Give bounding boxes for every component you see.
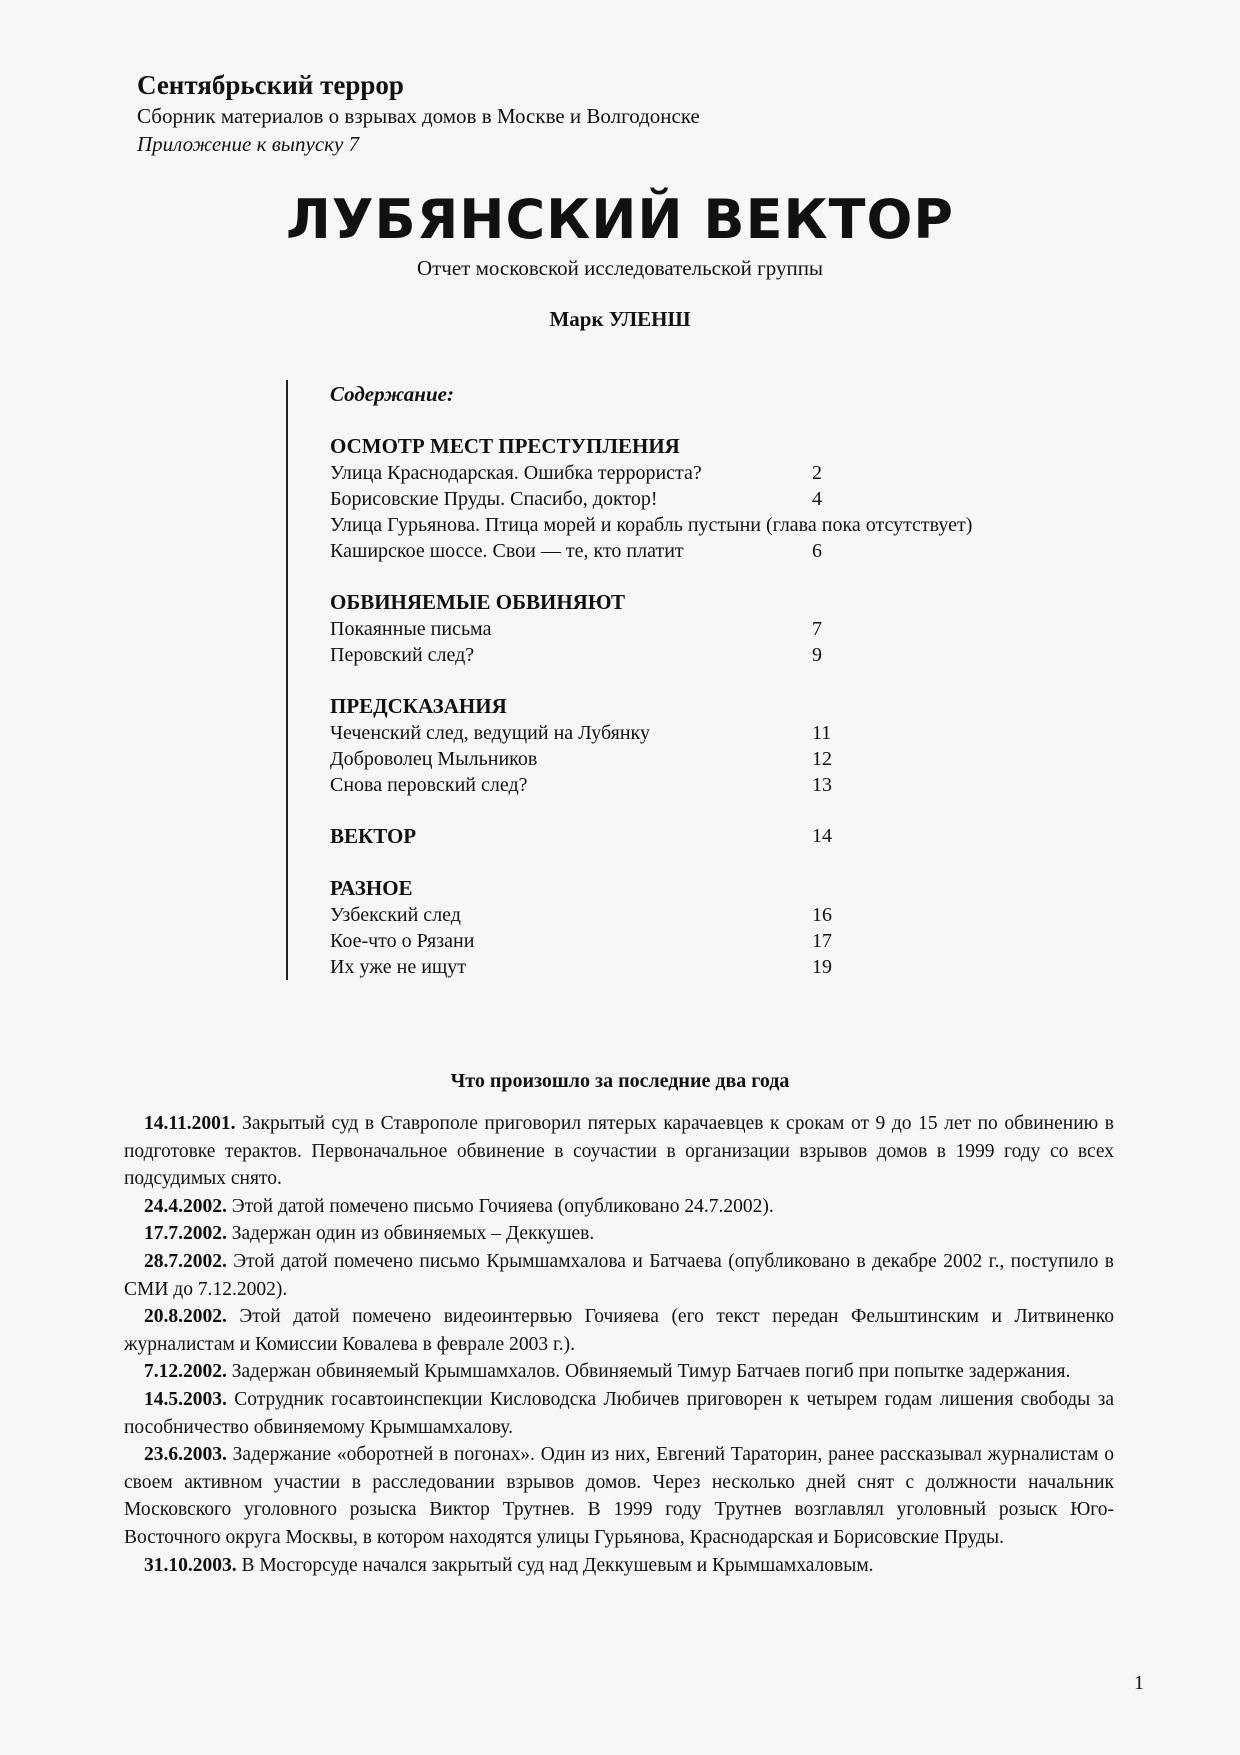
toc-section-title-text: ПРЕДСКАЗАНИЯ xyxy=(330,694,507,718)
toc-page-number: 9 xyxy=(812,644,822,666)
toc-page-number: 14 xyxy=(812,825,832,847)
event-paragraph xyxy=(124,1193,1114,1221)
toc-entry-title: Доброволец Мыльников xyxy=(330,748,538,770)
toc-page-number: 4 xyxy=(812,488,822,510)
report-subtitle: Отчет московской исследовательской группы xyxy=(416,256,824,280)
toc-section-title xyxy=(330,874,1088,902)
toc-section xyxy=(330,588,1088,668)
page-number: 1 xyxy=(1134,1672,1144,1694)
event-text: В Мосгорсуде начался закрытый суд над Деккушевым и Крымшамхаловым. xyxy=(236,1554,874,1576)
toc-entry xyxy=(330,746,1088,772)
toc-section xyxy=(330,432,1088,564)
event-text: Этой датой помечено письмо Крымшамхалова и Батчаева (опубликовано в декабре 2002 г., поступило в СМИ до 7.12.2002). xyxy=(124,1250,1114,1300)
toc-entry xyxy=(330,902,1088,928)
toc-section-title-text: ОСМОТР МЕСТ ПРЕСТУПЛЕНИЯ xyxy=(330,434,680,458)
toc-entry-title: Чеченский след, ведущий на Лубянку xyxy=(330,722,650,744)
toc-entry xyxy=(330,928,1088,954)
event-date: 31.10.2003. xyxy=(144,1554,237,1576)
event-date: 17.7.2002. xyxy=(144,1223,227,1245)
event-paragraph xyxy=(124,1358,1114,1386)
toc-page-number: 6 xyxy=(812,540,822,562)
toc-section xyxy=(330,692,1088,798)
event-text: Задержан обвиняемый Крымшамхалов. Обвиняемый Тимур Батчаев погиб при попытке задержания. xyxy=(226,1361,1071,1383)
toc-section-title-text: ВЕКТОР xyxy=(330,824,417,848)
toc-section-title xyxy=(330,432,1088,460)
toc-entry-title: Снова перовский след? xyxy=(330,774,528,796)
series-subtitle: Сборник материалов о взрывах домов в Москве и Волгодонске xyxy=(137,104,700,128)
toc-entry-title: Кое-что о Рязани xyxy=(330,930,475,952)
toc-entry xyxy=(330,720,1088,746)
toc-entry-title: Узбекский след xyxy=(330,904,461,926)
event-paragraph xyxy=(124,1552,1114,1580)
event-date: 28.7.2002. xyxy=(144,1250,227,1272)
toc-page-number: 16 xyxy=(812,904,832,926)
series-appendix: Приложение к выпуску 7 xyxy=(137,132,360,156)
events-heading: Что произошло за последние два года xyxy=(450,1070,790,1092)
toc-page-number: 17 xyxy=(812,930,832,952)
toc-entry xyxy=(330,616,1088,642)
main-title: ЛУБЯНСКИЙ ВЕКТОР xyxy=(286,188,954,251)
event-date: 14.11.2001. xyxy=(144,1113,236,1134)
toc-section-title xyxy=(330,822,1088,850)
event-paragraph xyxy=(124,1441,1114,1551)
toc-entry xyxy=(330,642,1088,668)
event-date: 14.5.2003. xyxy=(144,1388,227,1410)
events-list xyxy=(124,1110,1114,1579)
toc-entry-title: Улица Гурьянова. Птица морей и корабль пустыни (глава пока отсутствует) xyxy=(330,514,973,536)
toc-entry xyxy=(330,460,1088,486)
event-text: Задержан один из обвиняемых – Деккушев. xyxy=(226,1223,595,1245)
event-paragraph xyxy=(124,1220,1114,1248)
toc-section-title xyxy=(330,692,1088,720)
toc-entry-title: Борисовские Пруды. Спасибо, доктор! xyxy=(330,488,658,510)
toc-page-number: 19 xyxy=(812,956,832,978)
toc-page-number: 7 xyxy=(812,618,822,640)
toc-entry xyxy=(330,538,1088,564)
toc-entry xyxy=(330,772,1088,798)
event-text: Закрытый суд в Ставрополе приговорил пятерых карачаевцев к срокам от 9 до 15 лет по обвинению в подготовке терактов. Первоначальное обвинение в соучастии в организации взрывов домов в 1999 году со всех подсудимых снято. xyxy=(124,1113,1114,1190)
toc-entry xyxy=(330,486,1088,512)
event-text: Задержание «оборотней в погонах». Один из них, Евгений Тараторин, ранее рассказывал журналистам о своем активном участии в расследовании взрывов домов. Через несколько дней снят с должности начальник Московского уголовного розыска Виктор Трутнев. В 1999 году Трутнев возглавлял уголовный розыск Юго-Восточного округа Москвы, в котором находятся улицы Гурьянова, Краснодарская и Борисовские Пруды. xyxy=(124,1444,1114,1548)
event-text: Этой датой помечено видеоинтервью Гочияева (его текст передан Фельштинским и Литвиненко журналистам и Комиссии Ковалева в феврале 2003 г.). xyxy=(124,1306,1114,1355)
series-header xyxy=(137,68,700,158)
toc-heading: Содержание: xyxy=(330,382,454,406)
table-of-contents xyxy=(286,380,1088,980)
event-text: Этой датой помечено письмо Гочияева (опубликовано 24.7.2002). xyxy=(226,1195,774,1217)
toc-page-number: 2 xyxy=(812,462,822,484)
toc-entry-title: Перовский след? xyxy=(330,644,475,666)
toc-entry-title: Их уже не ищут xyxy=(330,956,467,978)
author: Марк УЛЕНШ xyxy=(549,307,691,331)
toc-entry-title: Улица Краснодарская. Ошибка террориста? xyxy=(330,462,702,484)
toc-section-title-text: РАЗНОЕ xyxy=(330,876,413,900)
event-date: 24.4.2002. xyxy=(144,1195,227,1217)
event-text: Сотрудник госавтоинспекции Кисловодска Любичев приговорен к четырем годам лишения свободы за пособничество обвиняемому Крымшамхалову. xyxy=(124,1388,1114,1438)
toc-page-number: 11 xyxy=(812,722,832,744)
toc-entry xyxy=(330,512,1088,538)
toc-entry xyxy=(330,954,1088,980)
event-paragraph xyxy=(124,1248,1114,1303)
event-paragraph xyxy=(124,1110,1114,1193)
series-title: Сентябрьский террор xyxy=(137,70,404,100)
toc-entry-title: Каширское шоссе. Свои — те, кто платит xyxy=(330,540,684,562)
event-date: 7.12.2002. xyxy=(144,1361,227,1383)
toc-entry-title: Покаянные письма xyxy=(330,618,492,640)
toc-section-title-text: ОБВИНЯЕМЫЕ ОБВИНЯЮТ xyxy=(330,590,625,614)
event-date: 20.8.2002. xyxy=(144,1306,227,1328)
event-paragraph xyxy=(124,1303,1114,1358)
toc-section-title xyxy=(330,588,1088,616)
toc-section xyxy=(330,822,1088,850)
toc-page-number: 12 xyxy=(812,748,832,770)
toc-page-number: 13 xyxy=(812,774,832,796)
event-paragraph xyxy=(124,1386,1114,1441)
toc-section xyxy=(330,874,1088,980)
event-date: 23.6.2003. xyxy=(144,1444,227,1466)
